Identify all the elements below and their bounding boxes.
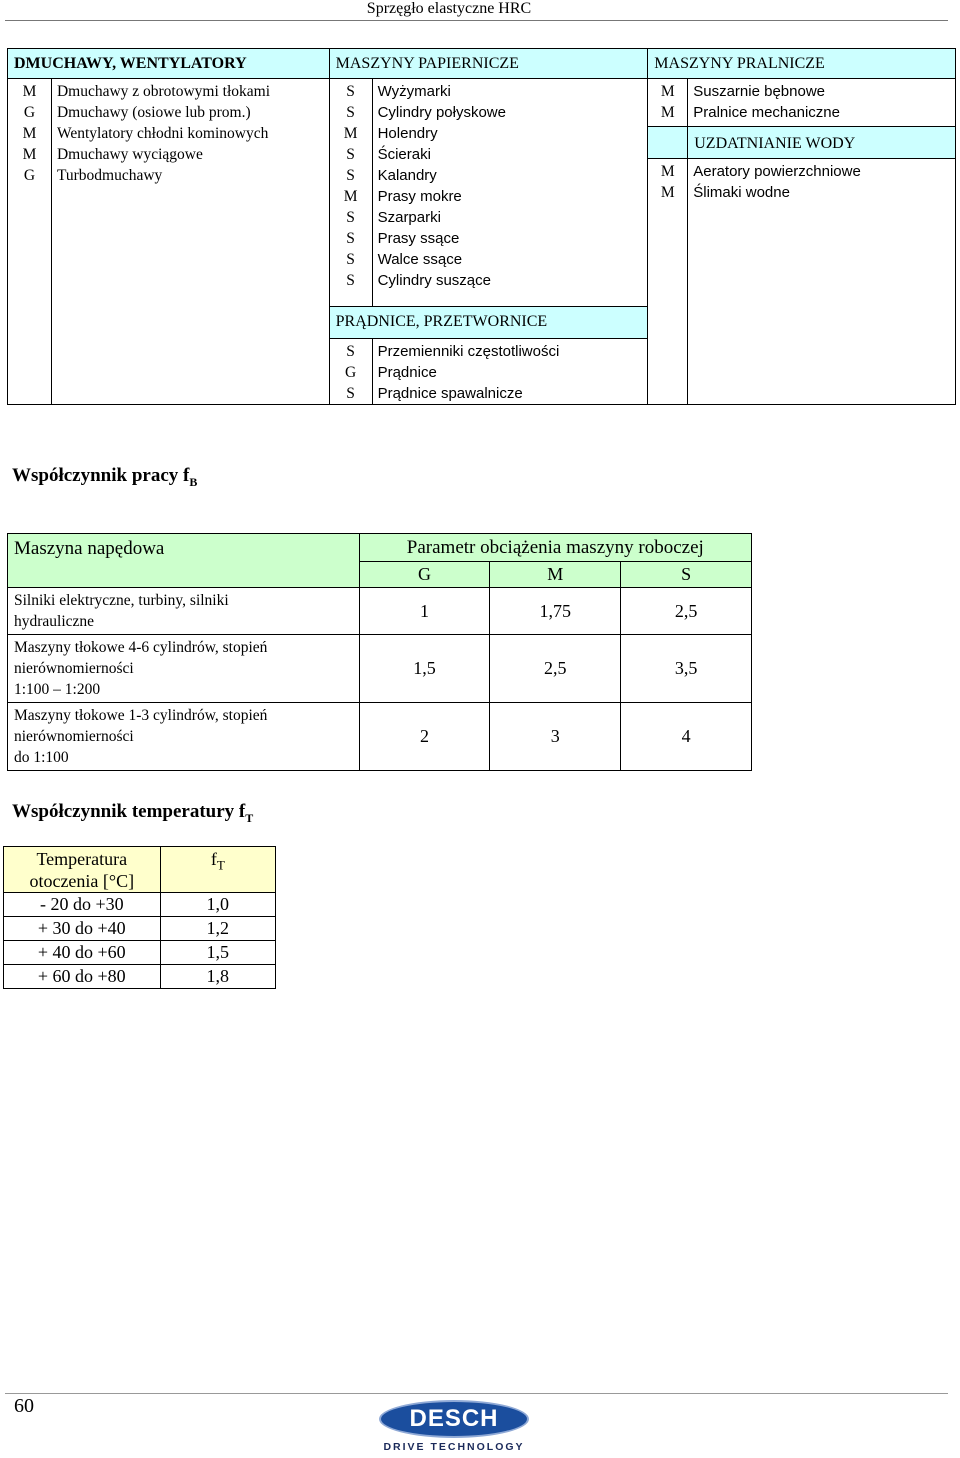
col-header-ft: $f_T$ bbox=[160, 847, 275, 893]
work-factor-title: Współczynnik pracy $f_B$ bbox=[12, 465, 198, 489]
machine-item: Wyżymarki bbox=[377, 83, 451, 100]
load-code: M bbox=[343, 125, 358, 142]
temp-factor-title: Współczynnik temperatury $f_T$ bbox=[12, 801, 254, 825]
value-s: 2,5 bbox=[621, 588, 752, 635]
category-title-laundry: MASZYNY PRALNICZE bbox=[648, 49, 956, 79]
category-body-row bbox=[8, 79, 956, 307]
machine-item: Prasy ssące bbox=[377, 230, 460, 247]
table-row bbox=[4, 941, 276, 965]
machine-item: Cylindry suszące bbox=[377, 272, 491, 289]
load-code: S bbox=[346, 209, 355, 226]
machine-item: Dmuchawy (osiowe lub prom.) bbox=[56, 104, 251, 121]
value-m: 1,75 bbox=[490, 588, 621, 635]
paper-items bbox=[372, 79, 648, 307]
load-code: S bbox=[346, 104, 355, 121]
machine-description: Maszyny tłokowe 4-6 cylindrów, stopień nierównomierności 1:100 – 1:200 bbox=[8, 635, 360, 703]
category-header-row bbox=[8, 49, 956, 79]
temp-range: - 20 do +30 bbox=[4, 893, 161, 917]
load-code: S bbox=[346, 146, 355, 163]
category-title-fans: DMUCHAWY, WENTYLATORY bbox=[8, 49, 330, 79]
load-code: S bbox=[346, 385, 355, 402]
col-header-param: Parametr obciążenia maszyny roboczej bbox=[359, 534, 751, 562]
load-code: M bbox=[660, 83, 675, 100]
col-header-g: G bbox=[359, 562, 490, 588]
temp-range: + 30 do +40 bbox=[4, 917, 161, 941]
machine-item: Prasy mokre bbox=[377, 188, 462, 205]
logo-wordmark: DESCH bbox=[409, 1405, 499, 1432]
machine-item: Pralnice mechaniczne bbox=[693, 104, 840, 121]
machine-item: Holendry bbox=[377, 125, 438, 142]
load-code: S bbox=[346, 251, 355, 268]
machine-item: Dmuchawy z obrotowymi tłokami bbox=[56, 83, 271, 100]
temp-value: 1,8 bbox=[160, 965, 275, 989]
table-row bbox=[4, 893, 276, 917]
machine-item: Prądnice spawalnicze bbox=[377, 385, 523, 402]
machine-item: Ślimaki wodne bbox=[693, 184, 790, 201]
load-code: S bbox=[346, 272, 355, 289]
machine-item: Szarparki bbox=[377, 209, 441, 226]
col-header-s: S bbox=[621, 562, 752, 588]
col-header-temperature: Temperatura otoczenia [°C] bbox=[4, 847, 161, 893]
col-header-m: M bbox=[490, 562, 621, 588]
logo-tagline: DRIVE TECHNOLOGY bbox=[383, 1441, 525, 1453]
fans-codes bbox=[8, 79, 52, 405]
load-code: M bbox=[22, 83, 37, 100]
value-m: 3 bbox=[490, 703, 621, 771]
load-code: S bbox=[346, 167, 355, 184]
temp-value: 1,5 bbox=[160, 941, 275, 965]
machine-item: Aeratory powierzchniowe bbox=[693, 163, 861, 180]
laundry-water-codes bbox=[648, 79, 688, 405]
machine-item: Prądnice bbox=[377, 364, 437, 381]
load-code: M bbox=[22, 125, 37, 142]
work-factor-table bbox=[7, 533, 752, 771]
value-s: 4 bbox=[621, 703, 752, 771]
desch-logo bbox=[373, 1398, 535, 1458]
machine-description: Silniki elektryczne, turbiny, silniki hydrauliczne bbox=[8, 588, 360, 635]
table-row bbox=[8, 588, 752, 635]
load-code: M bbox=[660, 104, 675, 121]
load-code: S bbox=[346, 230, 355, 247]
temp-range: + 60 do +80 bbox=[4, 965, 161, 989]
machine-item: Suszarnie bębnowe bbox=[693, 83, 825, 100]
load-code: M bbox=[660, 184, 675, 201]
table-row bbox=[4, 965, 276, 989]
value-g: 1,5 bbox=[359, 635, 490, 703]
machine-item: Cylindry połyskowe bbox=[377, 104, 506, 121]
table-row bbox=[8, 635, 752, 703]
machine-item: Dmuchawy wyciągowe bbox=[56, 146, 203, 163]
value-s: 3,5 bbox=[621, 635, 752, 703]
load-code: S bbox=[346, 83, 355, 100]
paper-codes bbox=[329, 79, 372, 307]
load-code: M bbox=[660, 163, 675, 180]
temp-value: 1,2 bbox=[160, 917, 275, 941]
machine-item: Walce ssące bbox=[377, 251, 463, 268]
category-title-water: UZDATNIANIE WODY bbox=[688, 126, 955, 159]
application-category-table bbox=[7, 48, 956, 405]
col-header-machine: Maszyna napędowa bbox=[8, 534, 360, 588]
load-code: M bbox=[22, 146, 37, 163]
load-code: G bbox=[23, 167, 36, 184]
load-code: S bbox=[346, 343, 355, 360]
temp-range: + 40 do +60 bbox=[4, 941, 161, 965]
footer-divider bbox=[5, 1393, 948, 1394]
load-code: G bbox=[23, 104, 36, 121]
table-row bbox=[4, 917, 276, 941]
load-code: G bbox=[345, 364, 357, 381]
value-g: 2 bbox=[359, 703, 490, 771]
category-title-generators: PRĄDNICE, PRZETWORNICE bbox=[329, 307, 648, 339]
generators-items bbox=[372, 339, 648, 405]
machine-item: Przemienniki częstotliwości bbox=[377, 343, 560, 360]
value-m: 2,5 bbox=[490, 635, 621, 703]
fans-items bbox=[51, 79, 329, 405]
machine-item: Kalandry bbox=[377, 167, 437, 184]
temp-factor-table bbox=[3, 846, 276, 989]
machine-item: Turbodmuchawy bbox=[56, 167, 163, 184]
page-number: 60 bbox=[14, 1395, 34, 1417]
header-divider bbox=[5, 20, 948, 21]
load-code: M bbox=[343, 188, 358, 205]
value-g: 1 bbox=[359, 588, 490, 635]
machine-item: Wentylatory chłodni kominowych bbox=[56, 125, 269, 142]
generators-codes bbox=[329, 339, 372, 405]
machine-item: Ścieraki bbox=[377, 146, 431, 163]
machine-description: Maszyny tłokowe 1-3 cylindrów, stopień nierównomierności do 1:100 bbox=[8, 703, 360, 771]
page-header-title: Sprzęgło elastyczne HRC bbox=[366, 0, 532, 17]
category-title-paper: MASZYNY PAPIERNICZE bbox=[329, 49, 648, 79]
table-row bbox=[8, 703, 752, 771]
temp-value: 1,0 bbox=[160, 893, 275, 917]
logo-oval bbox=[379, 1400, 529, 1438]
laundry-water-items bbox=[688, 79, 956, 405]
